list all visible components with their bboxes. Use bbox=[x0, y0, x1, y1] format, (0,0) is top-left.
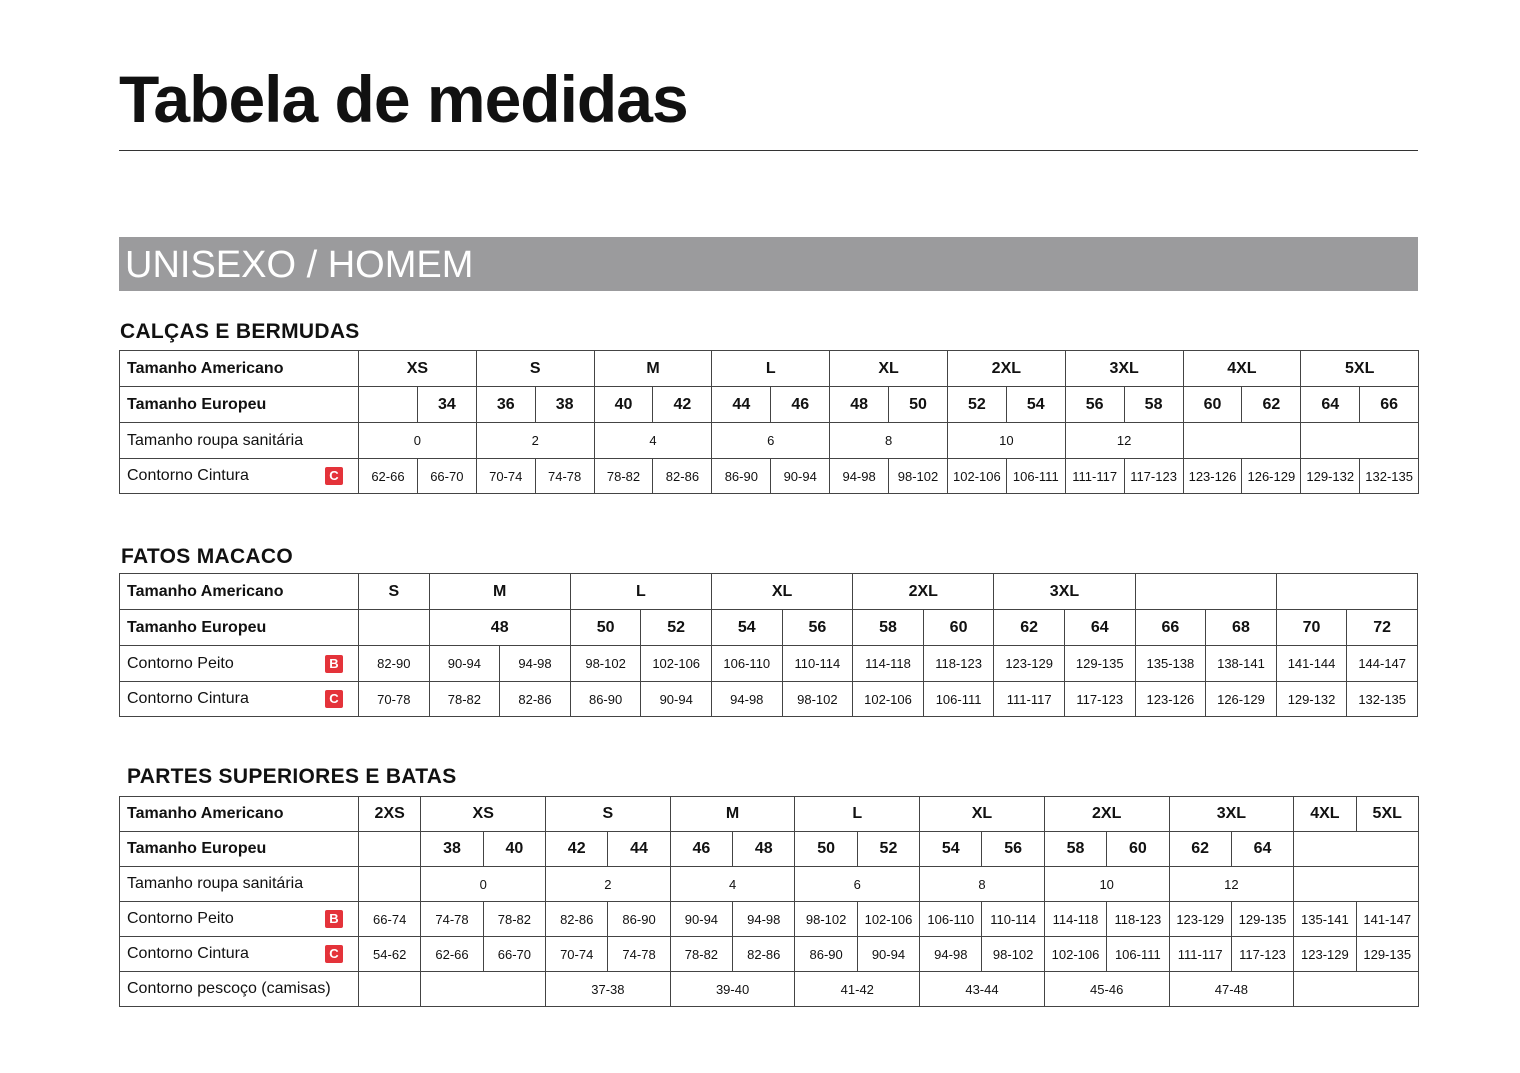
eu-size-cell: 40 bbox=[483, 832, 545, 867]
cintura-cell: 126-129 bbox=[1206, 682, 1277, 717]
sanitaria-cell: 0 bbox=[421, 867, 546, 902]
cintura-cell: 66-70 bbox=[483, 937, 545, 972]
cintura-cell: 86-90 bbox=[712, 459, 771, 494]
us-size-cell bbox=[1135, 574, 1276, 610]
eu-size-cell: 56 bbox=[982, 832, 1044, 867]
us-size-cell: L bbox=[795, 797, 920, 832]
cintura-cell: 132-135 bbox=[1360, 459, 1419, 494]
us-size-cell: XL bbox=[830, 351, 948, 387]
sanitaria-cell: 6 bbox=[795, 867, 920, 902]
us-size-cell: 2XL bbox=[947, 351, 1065, 387]
cintura-cell: 66-70 bbox=[417, 459, 476, 494]
us-size-cell: 5XL bbox=[1356, 797, 1418, 832]
section-title-partes: PARTES SUPERIORES E BATAS bbox=[127, 765, 457, 788]
cintura-cell: 129-135 bbox=[1356, 937, 1418, 972]
row-label-text: Contorno Peito bbox=[127, 654, 234, 672]
eu-size-cell: 72 bbox=[1347, 610, 1418, 646]
table-calcas bbox=[119, 350, 1419, 494]
cintura-cell: 74-78 bbox=[608, 937, 670, 972]
row-label-text: Contorno Cintura bbox=[127, 690, 249, 707]
cintura-cell: 62-66 bbox=[359, 459, 418, 494]
peito-cell: 129-135 bbox=[1064, 646, 1135, 682]
sanitaria-cell: 12 bbox=[1169, 867, 1294, 902]
eu-size-cell: 58 bbox=[1044, 832, 1106, 867]
peito-cell: 86-90 bbox=[608, 902, 670, 937]
peito-cell: 82-90 bbox=[359, 646, 430, 682]
peito-cell: 106-110 bbox=[711, 646, 782, 682]
table-partes bbox=[119, 796, 1419, 1007]
cintura-cell: 126-129 bbox=[1242, 459, 1301, 494]
peito-cell: 106-110 bbox=[920, 902, 982, 937]
peito-cell: 98-102 bbox=[795, 902, 857, 937]
row-us-size bbox=[120, 574, 1418, 610]
sanitaria-cell bbox=[1294, 867, 1419, 902]
row-label bbox=[120, 646, 359, 682]
row-label: Tamanho Americano bbox=[120, 351, 359, 387]
cintura-cell: 106-111 bbox=[1107, 937, 1169, 972]
cintura-cell: 90-94 bbox=[857, 937, 919, 972]
eu-size-cell: 56 bbox=[782, 610, 853, 646]
eu-size-cell bbox=[1294, 832, 1419, 867]
eu-size-cell: 38 bbox=[535, 387, 594, 423]
peito-cell: 123-129 bbox=[994, 646, 1065, 682]
eu-size-cell: 58 bbox=[1124, 387, 1183, 423]
sanitaria-cell: 10 bbox=[1044, 867, 1169, 902]
row-label: Tamanho Americano bbox=[120, 797, 359, 832]
row-label: Tamanho Europeu bbox=[120, 610, 359, 646]
cintura-cell: 54-62 bbox=[359, 937, 421, 972]
peito-cell: 90-94 bbox=[670, 902, 732, 937]
us-size-cell: 4XL bbox=[1183, 351, 1301, 387]
sanitaria-cell bbox=[1183, 423, 1301, 459]
sanitaria-cell: 8 bbox=[830, 423, 948, 459]
cintura-cell: 98-102 bbox=[782, 682, 853, 717]
eu-size-cell: 60 bbox=[1107, 832, 1169, 867]
badge-b-icon: B bbox=[325, 655, 343, 673]
row-label-text: Contorno Cintura bbox=[127, 467, 249, 484]
us-size-cell: XL bbox=[920, 797, 1045, 832]
sanitaria-cell: 2 bbox=[546, 867, 671, 902]
us-size-cell: M bbox=[670, 797, 795, 832]
row-label: Contorno pescoço (camisas) bbox=[120, 972, 359, 1007]
eu-size-cell: 48 bbox=[830, 387, 889, 423]
peito-cell: 110-114 bbox=[982, 902, 1044, 937]
pescoco-cell: 43-44 bbox=[920, 972, 1045, 1007]
cintura-cell: 123-126 bbox=[1183, 459, 1242, 494]
eu-size-cell bbox=[359, 832, 421, 867]
us-size-cell: M bbox=[594, 351, 712, 387]
eu-size-cell: 52 bbox=[857, 832, 919, 867]
peito-cell: 141-144 bbox=[1276, 646, 1347, 682]
row-us-size bbox=[120, 797, 1419, 832]
cintura-cell: 98-102 bbox=[982, 937, 1044, 972]
pescoco-cell bbox=[359, 972, 421, 1007]
sanitaria-cell: 4 bbox=[670, 867, 795, 902]
eu-size-cell: 48 bbox=[733, 832, 795, 867]
peito-cell: 110-114 bbox=[782, 646, 853, 682]
eu-size-cell: 70 bbox=[1276, 610, 1347, 646]
eu-size-cell bbox=[359, 610, 430, 646]
eu-size-cell: 50 bbox=[795, 832, 857, 867]
row-label bbox=[120, 902, 359, 937]
eu-size-cell: 34 bbox=[417, 387, 476, 423]
row-cintura bbox=[120, 459, 1419, 494]
pescoco-cell: 37-38 bbox=[546, 972, 671, 1007]
us-size-cell: M bbox=[429, 574, 570, 610]
row-sanitaria bbox=[120, 867, 1419, 902]
us-size-cell: XS bbox=[359, 351, 477, 387]
row-pescoco bbox=[120, 972, 1419, 1007]
pescoco-cell bbox=[1294, 972, 1419, 1007]
eu-size-cell bbox=[359, 387, 418, 423]
cintura-cell: 82-86 bbox=[653, 459, 712, 494]
sanitaria-cell: 10 bbox=[947, 423, 1065, 459]
eu-size-cell: 54 bbox=[920, 832, 982, 867]
cintura-cell: 74-78 bbox=[535, 459, 594, 494]
us-size-cell: XL bbox=[711, 574, 852, 610]
cintura-cell: 78-82 bbox=[594, 459, 653, 494]
badge-b-icon: B bbox=[325, 910, 343, 928]
cintura-cell: 94-98 bbox=[711, 682, 782, 717]
section-title-calcas: CALÇAS E BERMUDAS bbox=[120, 320, 360, 343]
badge-c-icon: C bbox=[325, 945, 343, 963]
us-size-cell: S bbox=[546, 797, 671, 832]
cintura-cell: 94-98 bbox=[920, 937, 982, 972]
us-size-cell: L bbox=[570, 574, 711, 610]
cintura-cell: 86-90 bbox=[795, 937, 857, 972]
peito-cell: 129-135 bbox=[1231, 902, 1293, 937]
cintura-cell: 106-111 bbox=[1006, 459, 1065, 494]
us-size-cell: 4XL bbox=[1294, 797, 1356, 832]
eu-size-cell: 60 bbox=[1183, 387, 1242, 423]
sanitaria-cell bbox=[1301, 423, 1419, 459]
sanitaria-cell: 0 bbox=[359, 423, 477, 459]
row-label-text: Contorno Cintura bbox=[127, 945, 249, 962]
row-cintura bbox=[120, 937, 1419, 972]
cintura-cell: 106-111 bbox=[923, 682, 994, 717]
peito-cell: 138-141 bbox=[1206, 646, 1277, 682]
peito-cell: 66-74 bbox=[359, 902, 421, 937]
eu-size-cell: 56 bbox=[1065, 387, 1124, 423]
row-eu-size bbox=[120, 832, 1419, 867]
pescoco-cell: 45-46 bbox=[1044, 972, 1169, 1007]
peito-cell: 114-118 bbox=[1044, 902, 1106, 937]
eu-size-cell: 62 bbox=[994, 610, 1065, 646]
eu-size-cell: 44 bbox=[712, 387, 771, 423]
row-label bbox=[120, 937, 359, 972]
sanitaria-cell bbox=[359, 867, 421, 902]
sanitaria-cell: 12 bbox=[1065, 423, 1183, 459]
peito-cell: 118-123 bbox=[923, 646, 994, 682]
cintura-cell: 123-129 bbox=[1294, 937, 1356, 972]
row-eu-size bbox=[120, 610, 1418, 646]
table-fatos bbox=[119, 573, 1418, 717]
peito-cell: 94-98 bbox=[733, 902, 795, 937]
eu-size-cell: 40 bbox=[594, 387, 653, 423]
row-label: Tamanho roupa sanitária bbox=[120, 867, 359, 902]
cintura-cell: 117-123 bbox=[1231, 937, 1293, 972]
eu-size-cell: 64 bbox=[1231, 832, 1293, 867]
cintura-cell: 102-106 bbox=[853, 682, 924, 717]
badge-c-icon: C bbox=[325, 467, 343, 485]
row-label bbox=[120, 682, 359, 717]
us-size-cell: 2XS bbox=[359, 797, 421, 832]
peito-cell: 114-118 bbox=[853, 646, 924, 682]
row-label bbox=[120, 459, 359, 494]
eu-size-cell: 44 bbox=[608, 832, 670, 867]
cintura-cell: 102-106 bbox=[1044, 937, 1106, 972]
eu-size-cell: 58 bbox=[853, 610, 924, 646]
peito-cell: 123-129 bbox=[1169, 902, 1231, 937]
title-divider bbox=[119, 150, 1418, 151]
eu-size-cell: 54 bbox=[1006, 387, 1065, 423]
row-label: Tamanho roupa sanitária bbox=[120, 423, 359, 459]
eu-size-cell: 50 bbox=[889, 387, 948, 423]
cintura-cell: 117-123 bbox=[1124, 459, 1183, 494]
peito-cell: 102-106 bbox=[857, 902, 919, 937]
category-banner: UNISEXO / HOMEM bbox=[119, 237, 1418, 291]
cintura-cell: 70-74 bbox=[546, 937, 608, 972]
peito-cell: 78-82 bbox=[483, 902, 545, 937]
cintura-cell: 129-132 bbox=[1301, 459, 1360, 494]
us-size-cell: 5XL bbox=[1301, 351, 1419, 387]
pescoco-cell: 41-42 bbox=[795, 972, 920, 1007]
badge-c-icon: C bbox=[325, 690, 343, 708]
eu-size-cell: 36 bbox=[476, 387, 535, 423]
sanitaria-cell: 4 bbox=[594, 423, 712, 459]
row-peito bbox=[120, 646, 1418, 682]
peito-cell: 135-141 bbox=[1294, 902, 1356, 937]
row-eu-size bbox=[120, 387, 1419, 423]
peito-cell: 141-147 bbox=[1356, 902, 1418, 937]
cintura-cell: 82-86 bbox=[733, 937, 795, 972]
peito-cell: 102-106 bbox=[641, 646, 712, 682]
eu-size-cell: 66 bbox=[1135, 610, 1206, 646]
cintura-cell: 70-78 bbox=[359, 682, 430, 717]
sanitaria-cell: 6 bbox=[712, 423, 830, 459]
eu-size-cell: 54 bbox=[711, 610, 782, 646]
cintura-cell: 86-90 bbox=[570, 682, 641, 717]
peito-cell: 118-123 bbox=[1107, 902, 1169, 937]
us-size-cell: XS bbox=[421, 797, 546, 832]
eu-size-cell: 68 bbox=[1206, 610, 1277, 646]
peito-cell: 82-86 bbox=[546, 902, 608, 937]
peito-cell: 144-147 bbox=[1347, 646, 1418, 682]
cintura-cell: 78-82 bbox=[429, 682, 500, 717]
eu-size-cell: 66 bbox=[1360, 387, 1419, 423]
cintura-cell: 94-98 bbox=[830, 459, 889, 494]
peito-cell: 90-94 bbox=[429, 646, 500, 682]
eu-size-cell: 64 bbox=[1064, 610, 1135, 646]
eu-size-cell: 38 bbox=[421, 832, 483, 867]
row-sanitaria bbox=[120, 423, 1419, 459]
row-label: Tamanho Europeu bbox=[120, 387, 359, 423]
row-us-size bbox=[120, 351, 1419, 387]
eu-size-cell: 42 bbox=[546, 832, 608, 867]
page-title: Tabela de medidas bbox=[119, 62, 688, 136]
us-size-cell: S bbox=[359, 574, 430, 610]
cintura-cell: 78-82 bbox=[670, 937, 732, 972]
cintura-cell: 123-126 bbox=[1135, 682, 1206, 717]
eu-size-cell: 62 bbox=[1242, 387, 1301, 423]
eu-size-cell: 46 bbox=[670, 832, 732, 867]
row-label-text: Contorno Peito bbox=[127, 910, 234, 927]
eu-size-cell: 60 bbox=[923, 610, 994, 646]
cintura-cell: 111-117 bbox=[1169, 937, 1231, 972]
us-size-cell: 2XL bbox=[1044, 797, 1169, 832]
peito-cell: 94-98 bbox=[500, 646, 571, 682]
us-size-cell: 3XL bbox=[1065, 351, 1183, 387]
sanitaria-cell: 8 bbox=[920, 867, 1045, 902]
row-label: Tamanho Americano bbox=[120, 574, 359, 610]
us-size-cell: 3XL bbox=[1169, 797, 1294, 832]
eu-size-cell: 48 bbox=[429, 610, 570, 646]
cintura-cell: 111-117 bbox=[1065, 459, 1124, 494]
cintura-cell: 132-135 bbox=[1347, 682, 1418, 717]
cintura-cell: 98-102 bbox=[889, 459, 948, 494]
us-size-cell bbox=[1276, 574, 1417, 610]
cintura-cell: 102-106 bbox=[947, 459, 1006, 494]
us-size-cell: S bbox=[476, 351, 594, 387]
peito-cell: 98-102 bbox=[570, 646, 641, 682]
peito-cell: 74-78 bbox=[421, 902, 483, 937]
cintura-cell: 90-94 bbox=[641, 682, 712, 717]
eu-size-cell: 42 bbox=[653, 387, 712, 423]
cintura-cell: 111-117 bbox=[994, 682, 1065, 717]
eu-size-cell: 46 bbox=[771, 387, 830, 423]
us-size-cell: 3XL bbox=[994, 574, 1135, 610]
sanitaria-cell: 2 bbox=[476, 423, 594, 459]
cintura-cell: 129-132 bbox=[1276, 682, 1347, 717]
us-size-cell: 2XL bbox=[853, 574, 994, 610]
cintura-cell: 62-66 bbox=[421, 937, 483, 972]
pescoco-cell bbox=[421, 972, 546, 1007]
cintura-cell: 117-123 bbox=[1064, 682, 1135, 717]
eu-size-cell: 52 bbox=[947, 387, 1006, 423]
cintura-cell: 70-74 bbox=[476, 459, 535, 494]
cintura-cell: 90-94 bbox=[771, 459, 830, 494]
us-size-cell: L bbox=[712, 351, 830, 387]
eu-size-cell: 50 bbox=[570, 610, 641, 646]
eu-size-cell: 52 bbox=[641, 610, 712, 646]
row-cintura bbox=[120, 682, 1418, 717]
section-title-fatos: FATOS MACACO bbox=[121, 545, 293, 568]
peito-cell: 135-138 bbox=[1135, 646, 1206, 682]
row-label: Tamanho Europeu bbox=[120, 832, 359, 867]
eu-size-cell: 62 bbox=[1169, 832, 1231, 867]
eu-size-cell: 64 bbox=[1301, 387, 1360, 423]
pescoco-cell: 47-48 bbox=[1169, 972, 1294, 1007]
pescoco-cell: 39-40 bbox=[670, 972, 795, 1007]
row-peito bbox=[120, 902, 1419, 937]
cintura-cell: 82-86 bbox=[500, 682, 571, 717]
